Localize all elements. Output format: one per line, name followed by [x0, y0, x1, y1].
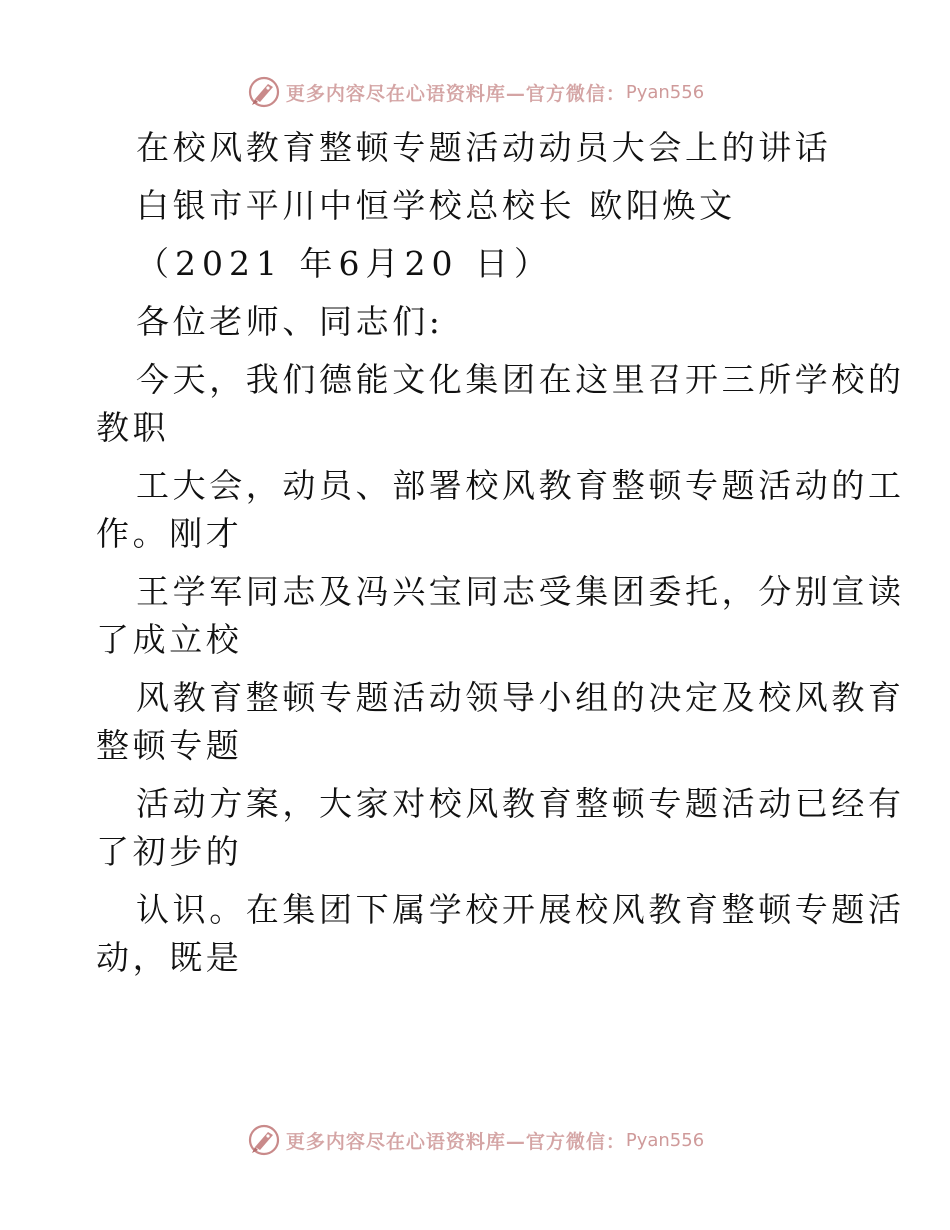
speaker-line: 白银市平川中恒学校总校长 欧阳焕文 — [136, 186, 736, 225]
watermark-account: Pyan556 — [625, 81, 705, 103]
paragraph-line: 工大会，动员、部署校风教育整顿专题活动的工 — [136, 466, 905, 505]
pen-nib-icon — [246, 74, 282, 110]
paragraph-line: 风教育整顿专题活动领导小组的决定及校风教育 — [136, 678, 905, 717]
paragraph-line: 王学军同志及冯兴宝同志受集团委托，分别宣读 — [136, 572, 905, 611]
paragraph-line: 了成立校 — [96, 620, 243, 659]
watermark-text: 更多内容尽在心语资料库—官方微信： — [285, 1130, 626, 1153]
date-line: （2021 年6月20 日） — [136, 244, 553, 283]
watermark-account: Pyan556 — [625, 1129, 705, 1151]
document-title: 在校风教育整顿专题活动动员大会上的讲话 — [136, 128, 832, 167]
document-body — [96, 124, 905, 982]
pen-nib-icon — [246, 1122, 282, 1158]
salutation: 各位老师、同志们: — [136, 302, 444, 341]
paragraph-line: 作。刚才 — [96, 514, 243, 553]
paragraph-line: 教职 — [96, 408, 170, 447]
paragraph-line: 今天，我们德能文化集团在这里召开三所学校的 — [136, 360, 905, 399]
footer-watermark — [0, 1120, 950, 1160]
paragraph-line: 了初步的 — [96, 832, 243, 871]
paragraph-line: 活动方案，大家对校风教育整顿专题活动已经有 — [136, 784, 905, 823]
paragraph-line: 认识。在集团下属学校开展校风教育整顿专题活 — [136, 890, 905, 929]
header-watermark — [0, 72, 950, 112]
paragraph-line: 整顿专题 — [96, 726, 243, 765]
watermark-text: 更多内容尽在心语资料库—官方微信： — [285, 82, 626, 105]
paragraph-line: 动，既是 — [96, 938, 243, 977]
